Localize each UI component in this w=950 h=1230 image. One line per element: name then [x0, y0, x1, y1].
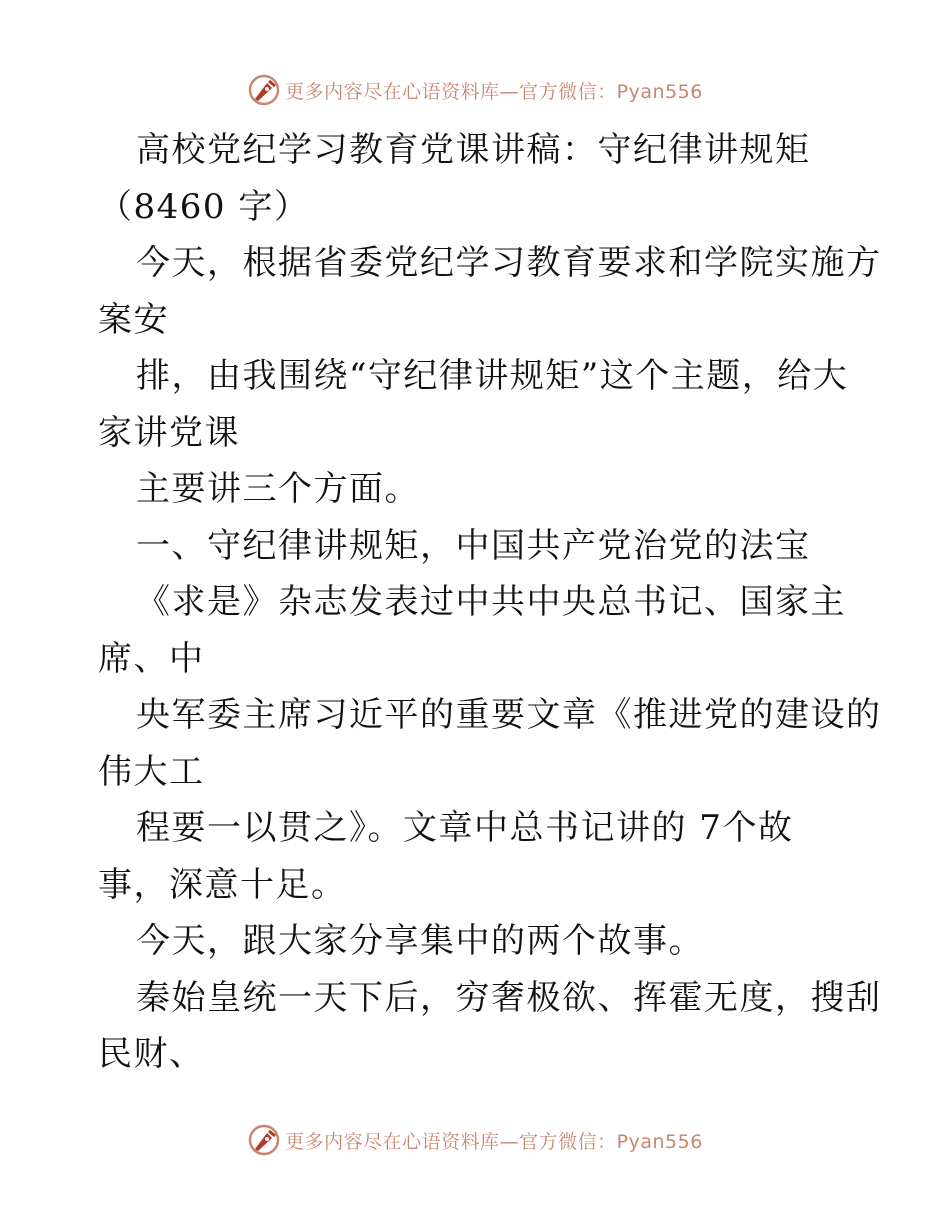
paragraph-line: 伟大工 [98, 751, 205, 792]
paragraph-line: 今天，跟大家分享集中的两个故事。 [136, 921, 704, 961]
document-body [98, 122, 882, 1083]
paragraph-line: 央军委主席习近平的重要文章《推进党的建设的 [136, 695, 882, 735]
title-word-count: （8460 字） [98, 186, 310, 227]
paragraph-line: 秦始皇统一天下后，穷奢极欲、挥霍无度，搜刮 [136, 977, 882, 1018]
paragraph-line: 主要讲三个方面。 [136, 469, 420, 509]
paragraph-line: 事，深意十足。 [98, 864, 347, 905]
paragraph-line: 《求是》杂志发表过中共中央总书记、国家主 [136, 582, 846, 622]
watermark-text: 更多内容尽在心语资料库—官方微信：Pyan556 [285, 80, 703, 103]
pen-nib-logo-icon [247, 73, 281, 107]
watermark-footer [0, 1120, 950, 1160]
paragraph-line: 席、中 [98, 638, 205, 679]
paragraph-line: 民财、 [98, 1034, 205, 1074]
document-title: 高校党纪学习教育党课讲稿：守纪律讲规矩 [136, 130, 811, 170]
paragraph-line: 案安 [98, 299, 169, 340]
paragraph-line: 今天，根据省委党纪学习教育要求和学院实施方 [136, 243, 882, 283]
paragraph-line: 排，由我围绕“守纪律讲规矩”这个主题，给大 [136, 356, 849, 396]
section-heading: 一、守纪律讲规矩，中国共产党治党的法宝 [136, 525, 811, 566]
paragraph-line: 家讲党课 [98, 412, 240, 453]
watermark-text: 更多内容尽在心语资料库—官方微信：Pyan556 [285, 1130, 703, 1153]
pen-nib-logo-icon [247, 1123, 281, 1157]
watermark-header [0, 70, 950, 110]
paragraph-line: 程要一以贯之》。文章中总书记讲的 7个故 [136, 808, 794, 848]
